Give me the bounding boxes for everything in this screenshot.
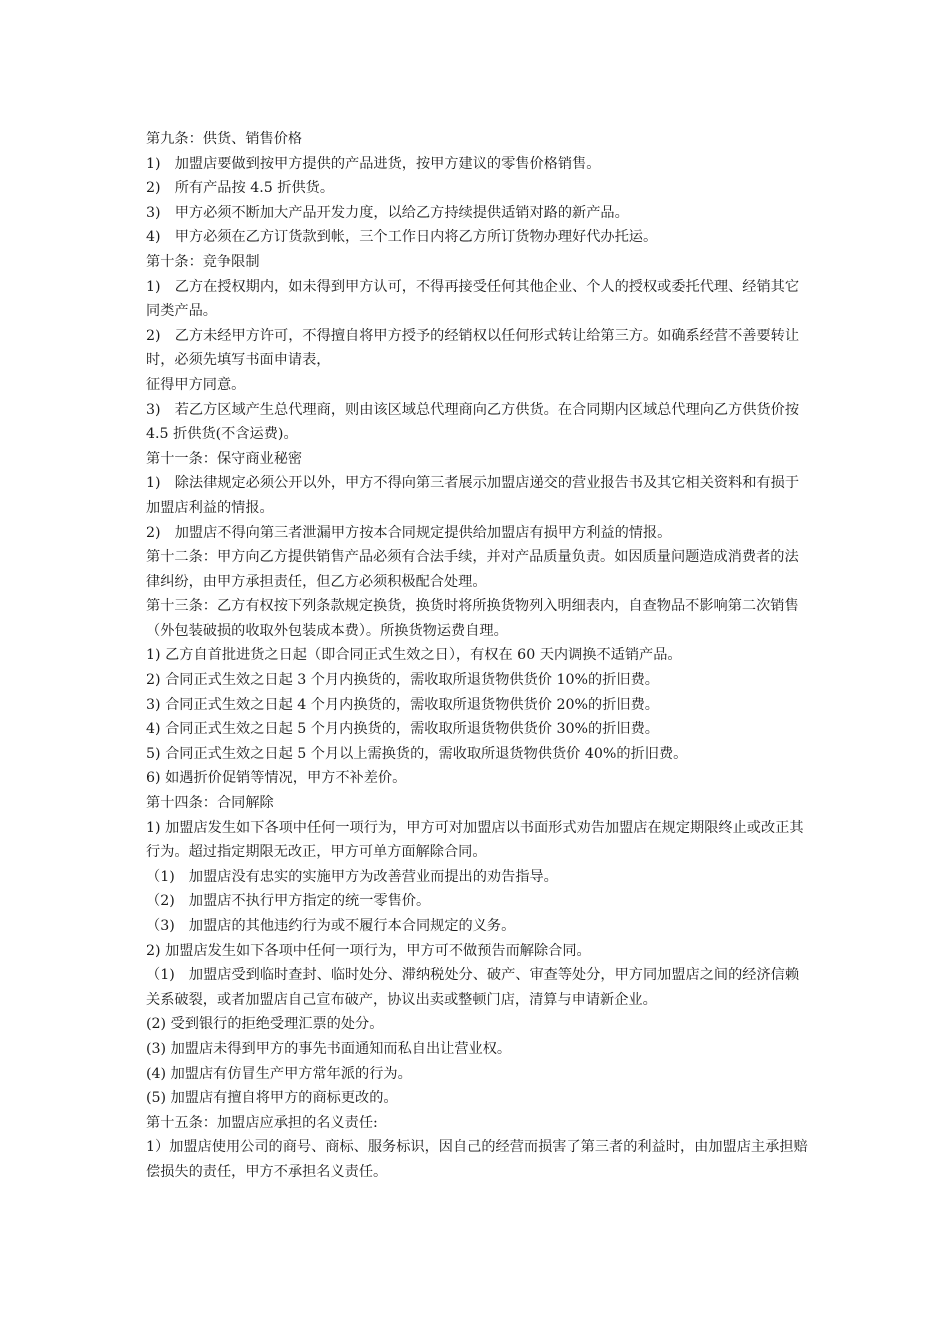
article-13-item-2: 2) 合同正式生效之日起 3 个月内换货的，需收取所退货物供货价 10%的折旧费。: [146, 672, 659, 689]
article-14-item-2-sub-4: (4) 加盟店有仿冒生产甲方常年派的行为。: [146, 1065, 412, 1082]
article-15-item-1: 1）加盟店使用公司的商号、商标、服务标识，因自己的经营而损害了第三者的利益时，由加盟店主承担赔偿损失的责任，甲方不承担名义责任。: [146, 1139, 808, 1180]
article-11-item-1: 1) 除法律规定必须公开以外，甲方不得向第三者展示加盟店递交的营业报告书及其它相关资料和有损于加盟店利益的情报。: [146, 475, 800, 516]
article-13-item-6: 6) 如遇折价促销等情况，甲方不补差价。: [146, 770, 407, 787]
article-10-item-2-continued: 征得甲方同意。: [146, 376, 246, 393]
article-9-item-3: 3) 甲方必须不断加大产品开发力度，以给乙方持续提供适销对路的新产品。: [146, 204, 629, 221]
article-10-item-2: 2) 乙方未经甲方许可，不得擅自将甲方授予的经销权以任何形式转让给第三方。如确系经营不善要转让时，必须先填写书面申请表，: [146, 327, 800, 369]
article-14-item-2-sub-1: （1) 加盟店受到临时查封、临时处分、滞纳税处分、破产、审查等处分，甲方同加盟店之间的经济信赖关系破裂，或者加盟店自己宣布破产，协议出卖或整顿门店，清算与申请新企业。: [146, 967, 800, 1008]
article-10-item-3: 3) 若乙方区域产生总代理商，则由该区域总代理商向乙方供货。在合同期内区域总代理向乙方供货价按 4.5 折供货(不含运费)。: [146, 401, 804, 443]
article-14-item-2-sub-3: (3) 加盟店未得到甲方的事先书面通知而私自出让营业权。: [146, 1040, 512, 1057]
article-10-heading: 第十条：竞争限制: [146, 253, 260, 270]
article-15-heading: 第十五条：加盟店应承担的名义责任:: [146, 1114, 378, 1131]
article-11-heading: 第十一条：保守商业秘密: [146, 450, 303, 467]
article-13-item-5: 5) 合同正式生效之日起 5 个月以上需换货的，需收取所退货物供货价 40%的折旧费。: [146, 745, 688, 762]
article-11-item-2: 2) 加盟店不得向第三者泄漏甲方按本合同规定提供给加盟店有损甲方利益的情报。: [146, 524, 672, 541]
document-body: [146, 127, 810, 1185]
article-9-heading: 第九条：供货、销售价格: [146, 131, 303, 147]
article-9-item-2: 2) 所有产品按 4.5 折供货。: [146, 180, 335, 197]
article-9-item-1: 1) 加盟店要做到按甲方提供的产品进货，按甲方建议的零售价格销售。: [146, 155, 601, 172]
article-14-item-1-sub-1: （1) 加盟店没有忠实的实施甲方为改善营业而提出的劝告指导。: [146, 868, 558, 885]
article-10-item-1: 1) 乙方在授权期内，如未得到甲方认可，不得再接受任何其他企业、个人的授权或委托代理、经销其它同类产品。: [146, 278, 800, 320]
article-14-item-1: 1) 加盟店发生如下各项中任何一项行为，甲方可对加盟店以书面形式劝告加盟店在规定期限终止或改正其行为。超过指定期限无改正，甲方可单方面解除合同。: [146, 819, 804, 861]
article-12: 第十二条：甲方向乙方提供销售产品必须有合法手续，并对产品质量负责。如因质量问题造成消费者的法律纠纷，由甲方承担责任，但乙方必须积极配合处理。: [146, 549, 799, 590]
article-13-item-3: 3) 合同正式生效之日起 4 个月内换货的，需收取所退货物供货价 20%的折旧费。: [146, 696, 659, 713]
article-14-heading: 第十四条：合同解除: [146, 795, 274, 812]
article-9-item-4: 4) 甲方必须在乙方订货款到帐，三个工作日内将乙方所订货物办理好代办托运。: [146, 229, 658, 246]
article-14-item-2-sub-5: (5) 加盟店有擅自将甲方的商标更改的。: [146, 1090, 398, 1107]
article-14-item-1-sub-3: （3) 加盟店的其他违约行为或不履行本合同规定的义务。: [146, 918, 516, 934]
article-13-item-4: 4) 合同正式生效之日起 5 个月内换货的，需收取所退货物供货价 30%的折旧费。: [146, 721, 659, 738]
article-13: 第十三条：乙方有权按下列条款规定换货，换货时将所换货物列入明细表内，自查物品不影响第二次销售（外包装破损的收取外包装成本费）。所换货物运费自理。: [146, 598, 799, 639]
article-14-item-1-sub-2: （2) 加盟店不执行甲方指定的统一零售价。: [146, 893, 431, 910]
article-14-item-2: 2) 加盟店发生如下各项中任何一项行为，甲方可不做预告而解除合同。: [146, 942, 591, 959]
article-14-item-2-sub-2: (2) 受到银行的拒绝受理汇票的处分。: [146, 1016, 384, 1033]
article-13-item-1: 1) 乙方自首批进货之日起（即合同正式生效之日），有权在 60 天内调换不适销产品。: [146, 647, 682, 664]
